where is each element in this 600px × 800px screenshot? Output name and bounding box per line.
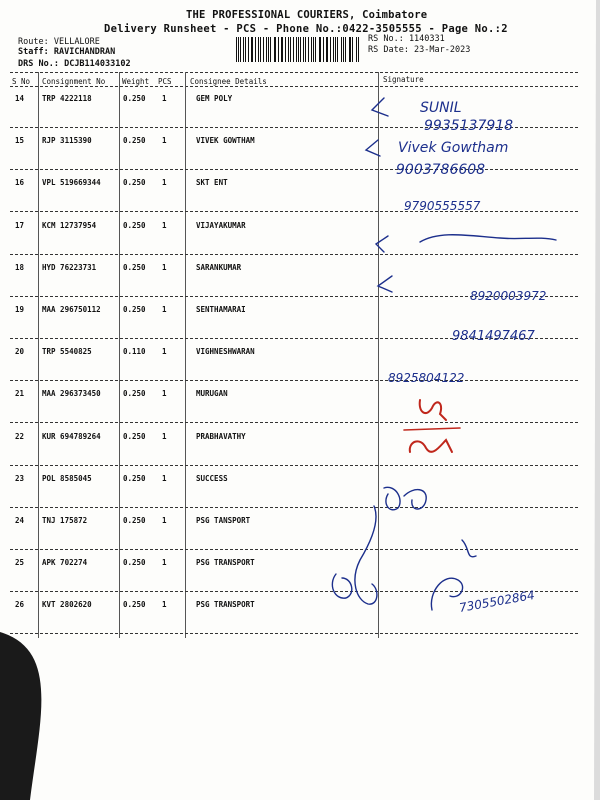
row-consignment-no: HYD 76223731 bbox=[42, 262, 97, 272]
handwritten-phone: 9003786608 bbox=[396, 162, 486, 178]
signature-mark bbox=[462, 540, 476, 557]
row-consignee: VIGHNESHWARAN bbox=[196, 347, 255, 357]
row-pcs: 1 bbox=[162, 347, 167, 357]
row-sno: 20 bbox=[15, 347, 25, 357]
signature-mark bbox=[420, 400, 446, 420]
signature-mark bbox=[376, 236, 388, 252]
page-subtitle: Delivery Runsheet - PCS - Phone No.:0422-3505555 - Page No.:2 bbox=[104, 23, 508, 35]
route-value: VELLALORE bbox=[53, 37, 100, 47]
row-sno: 26 bbox=[15, 600, 25, 610]
row-pcs: 1 bbox=[162, 94, 167, 103]
handwritten-phone: 9841497467 bbox=[452, 329, 535, 344]
row-pcs: 1 bbox=[162, 473, 167, 483]
page-title: THE PROFESSIONAL COURIERS, Coimbatore bbox=[186, 9, 428, 21]
row-pcs: 1 bbox=[162, 558, 167, 568]
rs-date: RS Date: 23-Mar-2023 bbox=[368, 45, 471, 55]
staff-value: RAVICHANDRAN bbox=[53, 47, 116, 57]
row-consignment-no: TRP 4222118 bbox=[42, 94, 92, 103]
row-consignment-no: APK 702274 bbox=[42, 558, 88, 568]
signature-mark bbox=[404, 428, 460, 430]
row-weight: 0.250 bbox=[123, 558, 146, 568]
handwritten-phone: 7305502864 bbox=[458, 587, 536, 615]
row-weight: 0.110 bbox=[123, 347, 146, 357]
row-pcs: 1 bbox=[162, 136, 167, 146]
signature-mark bbox=[355, 506, 377, 604]
row-sno: 24 bbox=[15, 516, 25, 525]
staff-label: Staff: bbox=[18, 47, 49, 57]
row-weight: 0.250 bbox=[123, 220, 146, 230]
row-consignment-no: VPL 519669344 bbox=[42, 178, 101, 188]
row-consignment-no: POL 8585045 bbox=[42, 473, 92, 483]
row-consignee: SARANKUMAR bbox=[196, 262, 242, 272]
row-sno: 25 bbox=[15, 558, 25, 568]
row-consignee: VIVEK GOWTHAM bbox=[196, 136, 255, 146]
row-pcs: 1 bbox=[162, 262, 167, 272]
row-weight: 0.250 bbox=[123, 600, 146, 610]
row-sno: 22 bbox=[15, 431, 25, 441]
row-sno: 19 bbox=[15, 305, 25, 314]
row-consignee: PSG TANSPORT bbox=[196, 516, 251, 525]
handwritten-phone: 8920003972 bbox=[470, 289, 547, 303]
row-consignment-no: TRP 5540825 bbox=[42, 347, 92, 357]
row-consignment-no: MAA 296750112 bbox=[42, 305, 101, 314]
handwritten-name: Vivek Gowtham bbox=[398, 140, 509, 156]
row-sno: 23 bbox=[15, 473, 25, 483]
row-consignee: PSG TRANSPORT bbox=[196, 558, 255, 568]
row-consignment-no: RJP 3115390 bbox=[42, 136, 92, 146]
row-pcs: 1 bbox=[162, 178, 167, 188]
signature-mark bbox=[378, 276, 392, 292]
row-pcs: 1 bbox=[162, 305, 167, 314]
row-weight: 0.250 bbox=[123, 516, 146, 525]
row-consignee: SUCCESS bbox=[196, 473, 228, 483]
row-consignee: GEM POLY bbox=[196, 94, 233, 103]
drs-label: DRS No.: bbox=[18, 59, 59, 69]
signature-mark bbox=[372, 98, 388, 116]
col-header-pcs: PCS bbox=[158, 77, 172, 86]
handwritten-phone: 9790555557 bbox=[404, 199, 481, 213]
row-weight: 0.250 bbox=[123, 305, 146, 314]
row-sno: 18 bbox=[15, 262, 25, 272]
handwritten-phone: 8925804122 bbox=[388, 371, 465, 385]
row-consignment-no: KUR 694789264 bbox=[42, 431, 101, 441]
col-header-signature: Signature bbox=[383, 75, 424, 84]
row-pcs: 1 bbox=[162, 220, 167, 230]
route-label: Route: bbox=[18, 37, 49, 47]
row-consignee: MURUGAN bbox=[196, 389, 228, 399]
col-header-consignment: Consignment No bbox=[42, 77, 106, 86]
row-pcs: 1 bbox=[162, 389, 167, 399]
row-weight: 0.250 bbox=[123, 473, 146, 483]
signature-mark bbox=[366, 140, 380, 156]
row-weight: 0.250 bbox=[123, 431, 146, 441]
handwritten-name: SUNIL bbox=[420, 100, 462, 116]
col-header-sno: S No bbox=[12, 77, 31, 86]
row-pcs: 1 bbox=[162, 600, 167, 610]
row-consignment-no: MAA 296373450 bbox=[42, 389, 101, 399]
row-weight: 0.250 bbox=[123, 262, 146, 272]
drs-value: DCJB114033102 bbox=[64, 59, 131, 69]
row-consignee: SENTHAMARAI bbox=[196, 305, 246, 314]
signature-mark bbox=[384, 487, 426, 509]
row-weight: 0.250 bbox=[123, 178, 146, 188]
row-sno: 16 bbox=[15, 178, 25, 188]
row-consignee: PRABHAVATHY bbox=[196, 431, 246, 441]
rs-number: RS No.: 1140331 bbox=[368, 34, 445, 44]
row-consignee: VIJAYAKUMAR bbox=[196, 220, 246, 230]
col-header-weight: Weight bbox=[122, 77, 150, 86]
row-sno: 15 bbox=[15, 136, 25, 146]
row-consignment-no: TNJ 175872 bbox=[42, 516, 88, 525]
row-pcs: 1 bbox=[162, 431, 167, 441]
col-header-consignee: Consignee Details bbox=[190, 77, 267, 86]
row-consignment-no: KVT 2802620 bbox=[42, 600, 92, 610]
row-sno: 14 bbox=[15, 94, 25, 103]
row-pcs: 1 bbox=[162, 516, 167, 525]
row-consignee: SKT ENT bbox=[196, 178, 228, 188]
row-sno: 21 bbox=[15, 389, 25, 399]
row-weight: 0.250 bbox=[123, 136, 146, 146]
row-weight: 0.250 bbox=[123, 94, 146, 103]
signature-mark bbox=[410, 440, 452, 452]
handwritten-phone: 9935137918 bbox=[424, 118, 514, 134]
row-weight: 0.250 bbox=[123, 389, 146, 399]
row-sno: 17 bbox=[15, 220, 25, 230]
row-consignment-no: KCM 12737954 bbox=[42, 220, 97, 230]
signature-mark bbox=[420, 235, 556, 242]
row-consignee: PSG TRANSPORT bbox=[196, 600, 255, 610]
signature-mark bbox=[332, 574, 351, 598]
